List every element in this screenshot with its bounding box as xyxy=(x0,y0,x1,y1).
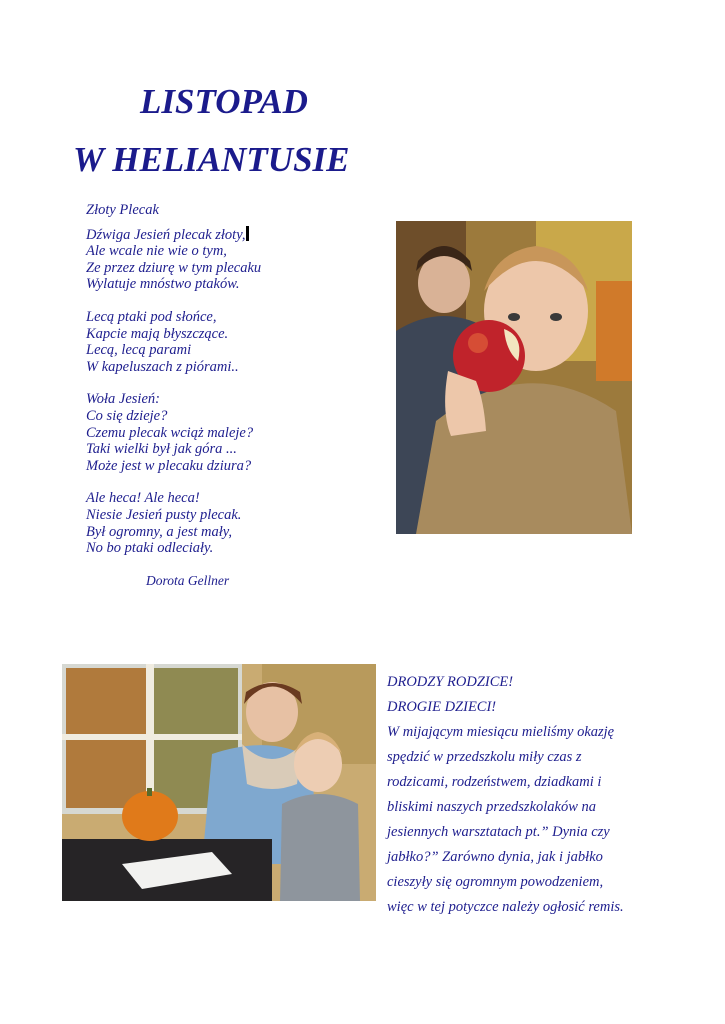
poem-title: Złoty Plecak xyxy=(86,202,159,218)
poem-line: Woła Jesień: xyxy=(86,391,160,408)
poem-line: Ale heca! Ale heca! xyxy=(86,490,200,507)
poem-line: Lecą, lecą parami xyxy=(86,342,192,359)
poem-line: Ze przez dziurę w tym plecaku xyxy=(86,259,262,276)
photo-child-with-apple xyxy=(396,221,632,534)
letter-line: DRODZY RODZICE! xyxy=(387,674,514,690)
poem-line-text: Dźwiga Jesień plecak złoty, xyxy=(86,226,246,243)
poem-line: Może jest w plecaku dziura? xyxy=(86,457,252,474)
poem-line: Lecą ptaki pod słońce, xyxy=(86,308,217,325)
poem-line: Ale wcale nie wie o tym, xyxy=(86,243,227,260)
poem-stanza-4 xyxy=(86,490,386,556)
photo-child-with-apple-illustration xyxy=(396,221,632,534)
poem-stanza-2 xyxy=(86,309,386,375)
title-line-2: W HELIANTUSIE xyxy=(73,140,350,179)
letter-line: jabłko?” Zarówno dynia, jak i jabłko xyxy=(387,849,603,865)
letter-line: jesiennych warsztatach pt.” Dynia czy xyxy=(387,824,610,840)
poem-line: Taki wielki był jak góra ... xyxy=(86,441,237,458)
poem-line: Kapcie mają błyszczące. xyxy=(86,325,229,342)
letter-line: cieszyły się ogromnym powodzeniem, xyxy=(387,874,604,890)
letter-line: więc w tej potyczce należy ogłosić remis. xyxy=(387,899,624,915)
title-line-1: LISTOPAD xyxy=(140,82,308,121)
letter-line: spędzić w przedszkolu miły czas z xyxy=(387,749,582,765)
photo-pumpkin-workshop-illustration xyxy=(62,664,376,901)
letter-line: DROGIE DZIECI! xyxy=(387,699,497,715)
text-cursor xyxy=(246,226,249,241)
poem-line: Czemu plecak wciąż maleje? xyxy=(86,424,254,441)
poem-line: Był ogromny, a jest mały, xyxy=(86,523,233,540)
poem-line: No bo ptaki odleciały. xyxy=(86,540,214,557)
poem-stanza-3 xyxy=(86,391,386,474)
poem-line: Wylatuje mnóstwo ptaków. xyxy=(86,276,240,293)
poem xyxy=(86,202,386,589)
poem-line: W kapeluszach z piórami.. xyxy=(86,358,239,375)
poem-line: Co się dzieje? xyxy=(86,407,168,424)
letter-to-parents xyxy=(387,670,687,920)
letter-line: W mijającym miesiącu mieliśmy okazję xyxy=(387,724,615,740)
poem-stanza-1 xyxy=(86,226,386,293)
poem-author: Dorota Gellner xyxy=(146,572,230,588)
photo-pumpkin-workshop xyxy=(62,664,376,901)
letter-line: rodzicami, rodzeństwem, dziadkami i xyxy=(387,774,602,790)
poem-line xyxy=(86,226,386,244)
poem-line: Niesie Jesień pusty plecak. xyxy=(86,506,242,523)
letter-line: bliskimi naszych przedszkolaków na xyxy=(387,799,597,815)
